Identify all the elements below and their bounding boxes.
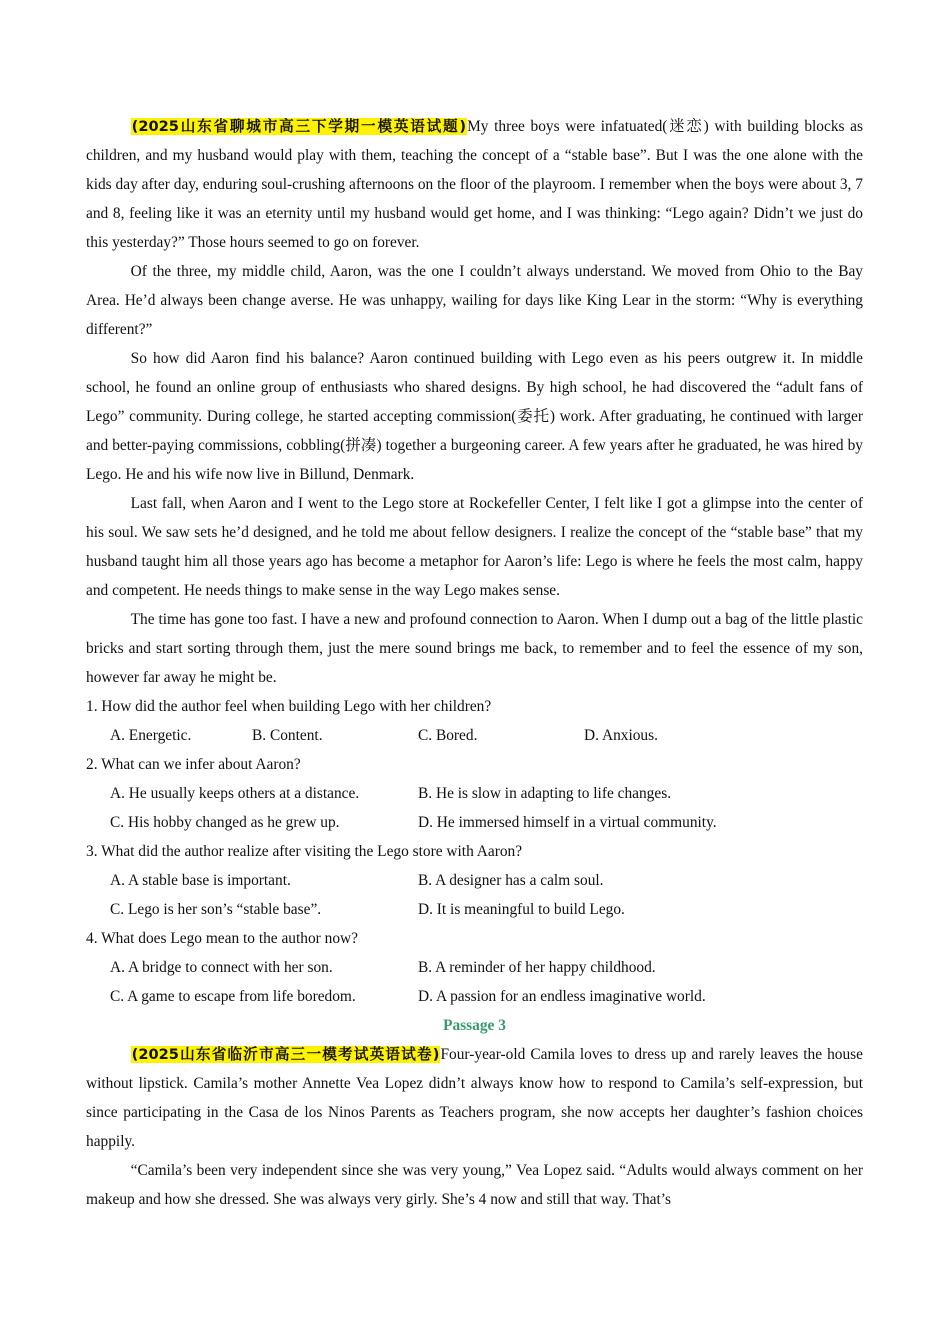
option-d: D. Anxious. [584, 727, 658, 744]
passage-paragraph: Last fall, when Aaron and I went to the Lego store at Rockefeller Center, I felt like I got a glimpse into the center of his soul. We saw sets he’d designed, and he told me about fellow designers. I realize the concept of the “stable base” that my husband taught him all those years ago has become a metaphor for Aaron’s life: Lego is where he feels the most calm, happy and competent. He needs things to make sense in the way Lego makes sense. [86, 495, 863, 599]
option-b: B. A reminder of her happy childhood. [418, 959, 656, 976]
passage-paragraph [86, 112, 863, 257]
question-stem: 3. What did the author realize after visiting the Lego store with Aaron? [86, 843, 523, 860]
option-row [86, 953, 863, 982]
passage-paragraph: So how did Aaron find his balance? Aaron continued building with Lego even as his peers outgrew it. In middle school, he found an online group of enthusiasts who shared designs. By high school, he had discovered the “adult fans of Lego” community. During college, he started accepting commission(委托) work. After graduating, he continued with larger and better-paying commissions, cobbling(拼凑) together a burgeoning career. A few years after he graduated, he was hired by Lego. He and his wife now live in Billund, Denmark. [86, 350, 863, 483]
passage-paragraph: The time has gone too fast. I have a new and profound connection to Aaron. When I dump out a bag of the little plastic bricks and start sorting through them, just the mere sound brings me back, to remember and to feel the essence of my son, however far away he might be. [86, 611, 863, 686]
option-c: C. His hobby changed as he grew up. [110, 814, 340, 831]
option-b: B. He is slow in adapting to life changes. [418, 785, 672, 802]
question-stem: 1. How did the author feel when building Lego with her children? [86, 698, 492, 715]
option-row [86, 721, 863, 750]
option-b: B. A designer has a calm soul. [418, 872, 604, 889]
option-a: A. A bridge to connect with her son. [110, 959, 333, 976]
option-row [86, 895, 863, 924]
option-a: A. He usually keeps others at a distance. [110, 785, 360, 802]
document-page [86, 112, 863, 1214]
option-d: D. It is meaningful to build Lego. [418, 901, 625, 918]
option-c: C. A game to escape from life boredom. [110, 988, 356, 1005]
passage-paragraph: Of the three, my middle child, Aaron, was the one I couldn’t always understand. We moved from Ohio to the Bay Area. He’d always been change averse. He was unhappy, wailing for days like King Lear in the storm: “Why is everything different?” [86, 263, 863, 338]
option-a: A. Energetic. [110, 727, 192, 744]
passage-paragraph: “Camila’s been very independent since she was very young,” Vea Lopez said. “Adults would always comment on her makeup and how she dressed. She was always very girly. She’s 4 now and still that way. That’s [86, 1162, 863, 1208]
option-d: D. He immersed himself in a virtual community. [418, 814, 717, 831]
passage-heading: Passage 3 [443, 1017, 506, 1034]
option-d: D. A passion for an endless imaginative world. [418, 988, 706, 1005]
source-label: (2025山东省临沂市高三一模考试英语试卷) [131, 1046, 440, 1063]
question-stem: 4. What does Lego mean to the author now? [86, 930, 358, 947]
option-b: B. Content. [252, 727, 323, 744]
option-a: A. A stable base is important. [110, 872, 291, 889]
question [86, 924, 863, 1011]
paragraph-text: Four-year-old Camila loves to dress up and rarely leaves the house without lipstick. Camila’s mother Annette Vea Lopez didn’t always know how to respond to Camila’s self-expression, but since participating in the Casa de los Ninos Parents as Teachers program, she now accepts her daughter’s fashion choices happily. [86, 1046, 863, 1150]
question [86, 837, 863, 924]
question-stem: 2. What can we infer about Aaron? [86, 756, 301, 773]
question [86, 692, 863, 750]
option-row [86, 866, 863, 895]
option-row [86, 808, 863, 837]
source-label: (2025山东省聊城市高三下学期一模英语试题) [131, 118, 467, 135]
option-row [86, 779, 863, 808]
paragraph-text: My three boys were infatuated(迷恋) with building blocks as children, and my husband would play with them, teaching the concept of a “stable base”. But I was the one alone with the kids day after day, enduring soul-crushing afternoons on the floor of the playroom. I remember when the boys were about 3, 7 and 8, feeling like it was an eternity until my husband would get home, and I was thinking: “Lego again? Didn’t we just do this yesterday?” Those hours seemed to go on forever. [86, 118, 863, 251]
option-c: C. Bored. [418, 727, 478, 744]
option-row [86, 982, 863, 1011]
question [86, 750, 863, 837]
passage-paragraph [86, 1040, 863, 1156]
option-c: C. Lego is her son’s “stable base”. [110, 901, 322, 918]
